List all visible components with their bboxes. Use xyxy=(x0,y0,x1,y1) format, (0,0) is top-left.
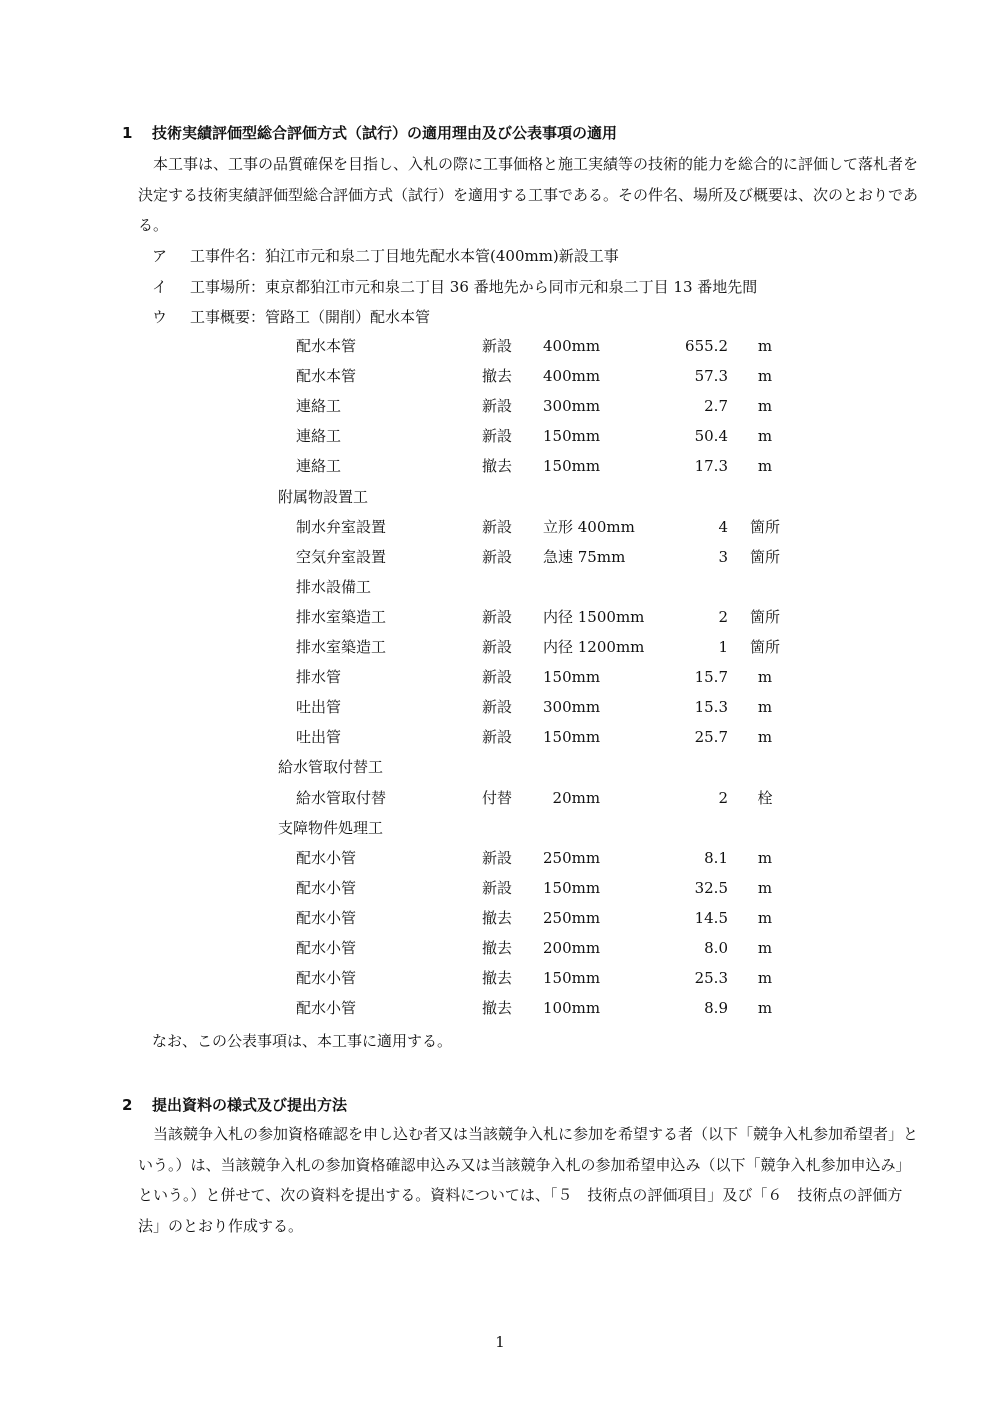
section-2-body xyxy=(138,1119,918,1241)
work-item-row xyxy=(0,451,1000,481)
work-item-quantity: 25.3 xyxy=(694,969,728,988)
work-item-row xyxy=(0,963,1000,993)
work-item-spec: 内径 1200mm xyxy=(543,638,645,656)
section-1-note: なお、この公表事項は、本工事に適用する。 xyxy=(152,1032,453,1050)
work-category: 給水管取付替工 xyxy=(278,758,384,777)
work-item-row xyxy=(0,783,1000,813)
work-item-quantity: 15.7 xyxy=(694,668,728,687)
work-item-name: 配水本管 xyxy=(296,337,357,355)
work-item-spec: 300mm xyxy=(543,698,601,717)
work-item-quantity: 32.5 xyxy=(694,878,728,897)
work-item-spec: 150mm xyxy=(543,427,601,446)
section-2-body-text: 当該競争入札の参加資格確認を申し込む者又は当該競争入札に参加を希望する者（以下「競争入札参加希望者」という。）は、当該競争入札の参加資格確認申込み又は当該競争入札の参加希望申込み（以下「競争入札参加申込み」という。）と併せて、次の資料を提出する。資料については、「５ 技術点の評価項目」及び「６ 技術点の評価方法」のとおり作成する。 xyxy=(138,1125,919,1235)
overview-row xyxy=(152,272,757,303)
work-item-type: 撤去 xyxy=(482,908,513,927)
work-item-row xyxy=(0,843,1000,873)
work-item-quantity: 8.0 xyxy=(704,939,728,957)
work-item-name: 配水小管 xyxy=(296,878,357,897)
work-item-name: 排水設備工 xyxy=(296,577,372,596)
work-item-type: 新設 xyxy=(482,638,513,656)
work-item-name: 排水室築造工 xyxy=(296,607,387,626)
work-category-row xyxy=(0,482,1000,512)
overview-mark: イ xyxy=(152,277,168,296)
work-item-quantity: 8.1 xyxy=(704,848,728,867)
work-item-unit: m xyxy=(757,698,773,717)
overview-text: 工事件名：狛江市元和泉二丁目地先配水本管(400mm)新設工事 xyxy=(190,247,619,265)
work-item-spec: 150mm xyxy=(543,728,601,747)
work-item-row xyxy=(0,903,1000,933)
work-item-type: 付替 xyxy=(482,788,513,807)
work-item-name: 配水小管 xyxy=(296,969,357,988)
work-item-name: 排水室築造工 xyxy=(296,638,387,656)
work-item-row xyxy=(0,331,1000,361)
work-item-name: 連絡工 xyxy=(296,457,342,476)
work-item-quantity: 57.3 xyxy=(694,367,728,386)
overview-mark: ア xyxy=(152,247,168,265)
work-item-spec: 250mm xyxy=(543,848,601,867)
work-item-name: 排水管 xyxy=(296,668,342,687)
work-item-unit: m xyxy=(757,728,773,747)
section-1-title: 技術実績評価型総合評価方式（試行）の適用理由及び公表事項の適用 xyxy=(152,124,618,142)
work-item-row xyxy=(0,722,1000,752)
work-item-row xyxy=(0,512,1000,542)
work-item-unit: m xyxy=(757,999,773,1018)
work-item-spec: 20mm xyxy=(543,788,601,807)
work-item-quantity: 4 xyxy=(718,517,728,536)
work-item-spec: 300mm xyxy=(543,397,601,416)
work-item-type: 新設 xyxy=(482,848,513,867)
work-item-quantity: 25.7 xyxy=(694,728,728,747)
work-item-quantity: 14.5 xyxy=(694,908,728,927)
work-item-row xyxy=(0,542,1000,572)
work-category-row xyxy=(0,813,1000,843)
work-item-name: 吐出管 xyxy=(296,728,342,747)
work-item-unit: 箇所 xyxy=(749,547,780,566)
work-item-spec: 200mm xyxy=(543,939,601,957)
work-item-name: 配水小管 xyxy=(296,939,357,957)
work-item-unit: m xyxy=(757,367,773,386)
work-item-type: 新設 xyxy=(482,337,513,355)
work-item-row xyxy=(0,873,1000,903)
work-item-quantity: 2 xyxy=(718,788,728,807)
work-item-spec: 400mm xyxy=(543,367,601,386)
work-item-row xyxy=(0,421,1000,451)
work-item-quantity: 1 xyxy=(718,638,728,656)
work-item-name: 配水小管 xyxy=(296,908,357,927)
work-item-unit: 栓 xyxy=(757,788,773,807)
overview-text: 工事場所：東京都狛江市元和泉二丁目 36 番地先から同市元和泉二丁目 13 番地先間 xyxy=(190,277,758,296)
work-item-name: 制水弁室設置 xyxy=(296,517,387,536)
section-1-intro-text: 本工事は、工事の品質確保を目指し、入札の際に工事価格と施工実績等の技術的能力を総合的に評価して落札者を決定する技術実績評価型総合評価方式（試行）を適用する工事である。その件名、場所及び概要は、次のとおりである。 xyxy=(138,155,919,234)
work-item-type: 新設 xyxy=(482,728,513,747)
work-item-unit: m xyxy=(757,878,773,897)
work-item-type: 撤去 xyxy=(482,999,513,1018)
work-item-row xyxy=(0,572,1000,602)
work-item-unit: 箇所 xyxy=(749,607,780,626)
work-item-type: 新設 xyxy=(482,607,513,626)
work-item-spec: 150mm xyxy=(543,668,601,687)
work-item-unit: m xyxy=(757,427,773,446)
work-item-row xyxy=(0,993,1000,1023)
work-category: 支障物件処理工 xyxy=(278,818,384,837)
work-item-type: 新設 xyxy=(482,668,513,687)
section-1-number: 1 xyxy=(122,124,133,142)
work-item-unit: 箇所 xyxy=(749,517,780,536)
work-item-row xyxy=(0,632,1000,662)
work-item-type: 撤去 xyxy=(482,969,513,988)
section-2-title: 提出資料の様式及び提出方法 xyxy=(152,1096,348,1114)
work-item-spec: 150mm xyxy=(543,969,601,988)
work-item-unit: m xyxy=(757,969,773,988)
work-item-type: 新設 xyxy=(482,397,513,416)
work-item-type: 新設 xyxy=(482,547,513,566)
section-1-heading xyxy=(122,122,617,143)
work-item-name: 給水管取付替 xyxy=(296,788,387,807)
work-item-spec: 250mm xyxy=(543,908,601,927)
overview-mark: ウ xyxy=(152,308,168,326)
section-2-heading xyxy=(122,1094,347,1115)
work-item-quantity: 8.9 xyxy=(704,999,728,1018)
work-item-spec: 立形 400mm xyxy=(543,517,635,536)
work-item-row xyxy=(0,361,1000,391)
work-item-unit: m xyxy=(757,337,773,355)
work-category: 附属物設置工 xyxy=(278,487,369,506)
work-item-quantity: 15.3 xyxy=(694,698,728,717)
section-2-number: 2 xyxy=(122,1096,133,1114)
work-item-row xyxy=(0,662,1000,692)
section-1-intro xyxy=(138,149,918,241)
work-item-type: 新設 xyxy=(482,698,513,717)
work-item-spec: 400mm xyxy=(543,337,601,355)
work-item-type: 撤去 xyxy=(482,457,513,476)
work-item-name: 空気弁室設置 xyxy=(296,547,387,566)
work-item-type: 新設 xyxy=(482,517,513,536)
work-item-row xyxy=(0,692,1000,722)
work-item-spec: 150mm xyxy=(543,457,601,476)
overview-row xyxy=(152,302,757,333)
work-item-name: 配水小管 xyxy=(296,999,357,1018)
work-item-row xyxy=(0,602,1000,632)
work-item-unit: m xyxy=(757,908,773,927)
page-number: 1 xyxy=(495,1333,505,1351)
work-item-name: 連絡工 xyxy=(296,397,342,416)
work-item-unit: m xyxy=(757,939,773,957)
work-item-spec: 100mm xyxy=(543,999,601,1018)
work-item-name: 配水小管 xyxy=(296,848,357,867)
work-category-row xyxy=(0,752,1000,782)
work-item-quantity: 3 xyxy=(718,547,728,566)
work-item-type: 新設 xyxy=(482,878,513,897)
work-item-type: 新設 xyxy=(482,427,513,446)
work-item-quantity: 2 xyxy=(718,607,728,626)
work-item-spec: 内径 1500mm xyxy=(543,607,645,626)
work-item-unit: m xyxy=(757,848,773,867)
project-overview-list xyxy=(152,241,757,333)
work-item-quantity: 17.3 xyxy=(694,457,728,476)
work-item-name: 連絡工 xyxy=(296,427,342,446)
work-item-unit: m xyxy=(757,457,773,476)
work-item-unit: m xyxy=(757,397,773,416)
overview-text: 工事概要：管路工（開削）配水本管 xyxy=(190,308,431,326)
overview-row xyxy=(152,241,757,272)
work-item-spec: 急速 75mm xyxy=(543,547,626,566)
work-item-name: 配水本管 xyxy=(296,367,357,386)
work-item-unit: 箇所 xyxy=(749,638,780,656)
work-item-name: 吐出管 xyxy=(296,698,342,717)
work-item-quantity: 2.7 xyxy=(704,397,728,416)
work-item-spec: 150mm xyxy=(543,878,601,897)
work-item-row xyxy=(0,391,1000,421)
work-item-type: 撤去 xyxy=(482,367,513,386)
work-item-row xyxy=(0,933,1000,963)
work-item-unit: m xyxy=(757,668,773,687)
work-item-type: 撤去 xyxy=(482,939,513,957)
work-item-quantity: 50.4 xyxy=(694,427,728,446)
work-item-quantity: 655.2 xyxy=(685,337,728,355)
